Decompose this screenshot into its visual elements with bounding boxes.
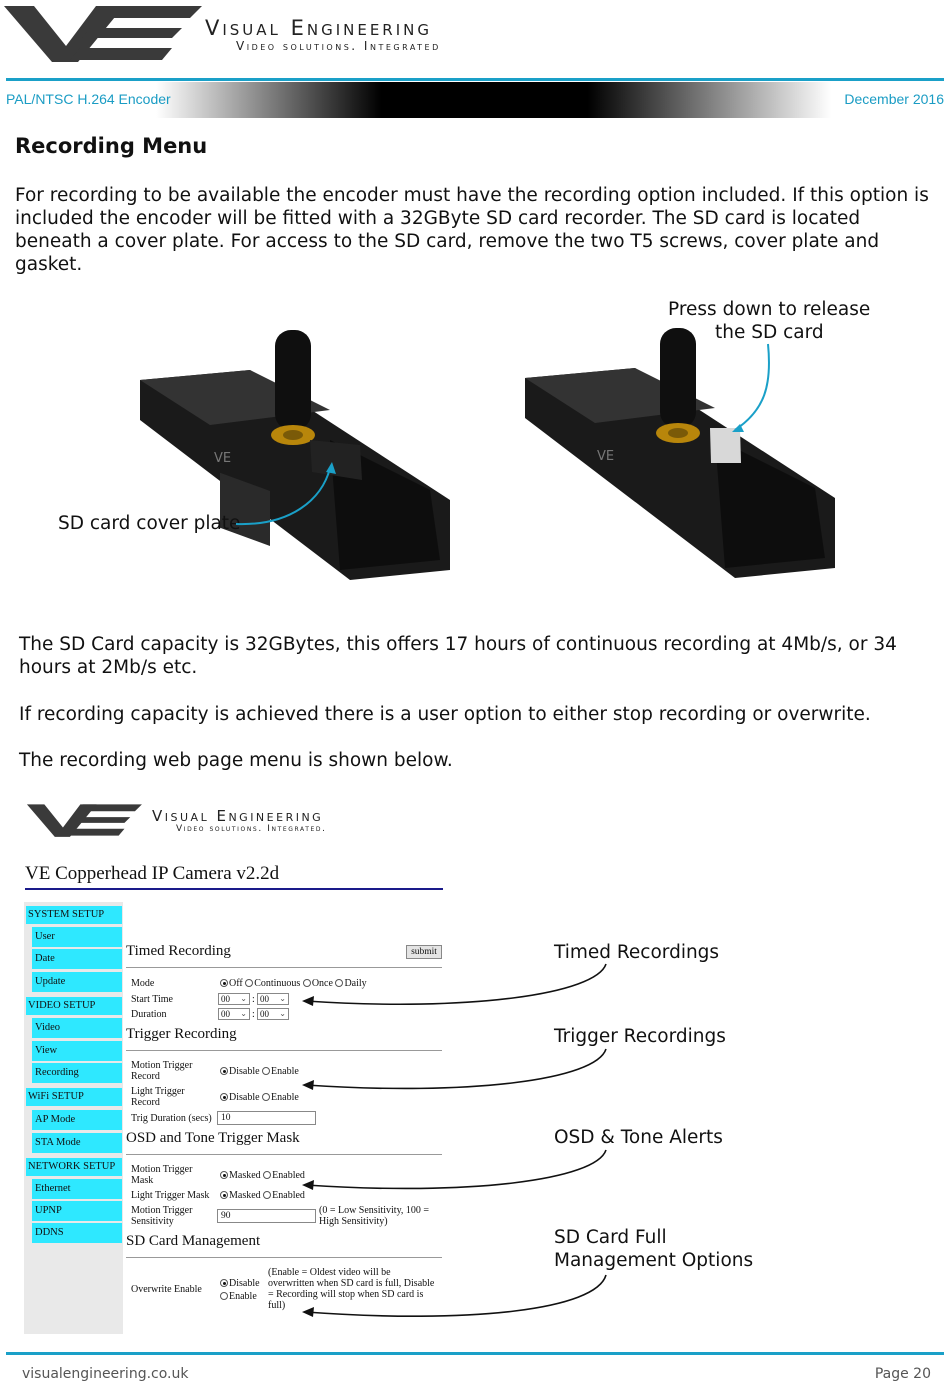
callout-cover-plate: SD card cover plate: [58, 513, 241, 534]
page-heading: Recording Menu: [15, 134, 208, 158]
start-minute-value: 00: [260, 994, 269, 1004]
callout-release-line2: the SD card: [715, 322, 824, 343]
doc-title: PAL/NTSC H.264 Encoder: [6, 91, 171, 107]
overwrite-note-line3: = Recording will stop when SD card is: [268, 1289, 424, 1300]
time-colon: :: [252, 994, 255, 1005]
motion-trigger-record-line2: Record: [131, 1071, 160, 1082]
annotation-timed: Timed Recordings: [554, 942, 720, 963]
start-hour-value: 00: [221, 994, 230, 1004]
overwrite-enable-label: Overwrite Enable: [131, 1284, 202, 1295]
motion-trigger-mask-line2: Mask: [131, 1175, 154, 1186]
sidebar-item-user[interactable]: User: [32, 927, 122, 947]
capacity-paragraph: The SD Card capacity is 32GBytes, this offers 17 hours of continuous recording at 4Mb/s, or 34 hours at 2Mb/s etc.: [19, 634, 897, 678]
sensitivity-note-line2: High Sensitivity): [319, 1216, 388, 1227]
svg-text:VE: VE: [597, 449, 615, 464]
menu-intro-paragraph: The recording web page menu is shown below.: [19, 750, 453, 771]
annotation-trigger: Trigger Recordings: [554, 1026, 726, 1047]
sidebar-section-wifi-setup[interactable]: WiFi SETUP: [26, 1088, 122, 1106]
motion-trigger-record-line1: Motion Trigger: [131, 1060, 193, 1071]
trig-duration-input[interactable]: 10: [217, 1111, 316, 1125]
overwrite-note-line4: full): [268, 1300, 286, 1311]
doc-date: December 2016: [844, 91, 944, 107]
light-trigger-mask-label: Light Trigger Mask: [131, 1190, 210, 1201]
sidebar-item-ddns[interactable]: DDNS: [32, 1223, 122, 1243]
mode-daily-label: Daily: [344, 978, 367, 989]
light-enabled-label: Enabled: [272, 1190, 305, 1201]
brand-tagline: Video solutions. Integrated: [236, 39, 441, 53]
sidebar-section-video-setup[interactable]: VIDEO SETUP: [26, 997, 122, 1015]
chevron-down-icon: ⌄: [240, 994, 247, 1003]
sidebar-item-ap-mode[interactable]: AP Mode: [32, 1110, 122, 1130]
timed-recording-title: Timed Recording: [126, 943, 231, 959]
annotation-osd: OSD & Tone Alerts: [554, 1127, 723, 1148]
submit-button[interactable]: submit: [406, 945, 442, 959]
sensitivity-label-line2: Sensitivity: [131, 1216, 174, 1227]
overwrite-enable-option-label: Enable: [229, 1291, 257, 1302]
time-colon: :: [252, 1009, 255, 1020]
brand-name: Visual Engineering: [205, 16, 432, 40]
mode-once-label: Once: [311, 978, 333, 989]
overwrite-note-line1: (Enable = Oldest video will be: [268, 1267, 391, 1278]
trig-duration-label: Trig Duration (secs): [131, 1113, 212, 1124]
motion-enable-label: Enable: [271, 1066, 299, 1077]
sensitivity-label-line1: Motion Trigger: [131, 1205, 193, 1216]
webui-ve-logo: [24, 802, 146, 838]
svg-text:VE: VE: [214, 451, 232, 466]
annotation-arrows: [0, 900, 950, 1340]
overwrite-paragraph: If recording capacity is achieved there is a user option to either stop recording or overwrite.: [19, 704, 871, 725]
sidebar-item-ethernet[interactable]: Ethernet: [32, 1179, 122, 1199]
footer-website: visualengineering.co.uk: [22, 1366, 189, 1382]
motion-enabled-label: Enabled: [272, 1170, 305, 1181]
light-trigger-record-line1: Light Trigger: [131, 1086, 185, 1097]
callout-release-line1: Press down to release: [668, 299, 871, 320]
sidebar-item-update[interactable]: Update: [32, 972, 122, 992]
sidebar-item-date[interactable]: Date: [32, 949, 122, 969]
sidebar-item-view[interactable]: View: [32, 1041, 122, 1061]
callout-lines: [0, 0, 950, 600]
chevron-down-icon: ⌄: [279, 1009, 286, 1018]
webui-brand-name: Visual Engineering: [152, 807, 324, 825]
motion-trigger-mask-line1: Motion Trigger: [131, 1164, 193, 1175]
light-trigger-record-line2: Record: [131, 1097, 160, 1108]
mode-continuous-label: Continuous: [254, 978, 301, 989]
sidebar-item-upnp[interactable]: UPNP: [32, 1201, 122, 1221]
annotation-sd-line1: SD Card Full: [554, 1227, 667, 1248]
chevron-down-icon: ⌄: [240, 1009, 247, 1018]
duration-hour-value: 00: [221, 1009, 230, 1019]
intro-paragraph: For recording to be available the encoder must have the recording option included. If this option is included the encoder will be fitted with a 32GByte SD card recorder. The SD card is located beneath a cover plate. For access to the SD card, remove the two T5 screws, cover plate and gasket.: [15, 185, 929, 275]
sensitivity-note-line1: (0 = Low Sensitivity, 100 =: [319, 1205, 430, 1216]
webui-brand-tagline: Video solutions. Integrated.: [176, 824, 327, 834]
annotation-sd-line2: Management Options: [554, 1250, 754, 1271]
trigger-recording-title: Trigger Recording: [126, 1026, 237, 1042]
duration-label: Duration: [131, 1009, 167, 1020]
footer-page-number: Page 20: [874, 1366, 931, 1382]
sidebar-section-system-setup[interactable]: SYSTEM SETUP: [26, 906, 122, 924]
sidebar-item-sta-mode[interactable]: STA Mode: [32, 1133, 122, 1153]
sidebar-item-recording[interactable]: Recording: [32, 1063, 122, 1083]
light-disable-label: Disable: [229, 1092, 260, 1103]
mode-off-label: Off: [229, 978, 243, 989]
sidebar-item-video[interactable]: Video: [32, 1018, 122, 1038]
sensitivity-input[interactable]: 90: [217, 1209, 316, 1223]
webui-title: VE Copperhead IP Camera v2.2d: [25, 863, 280, 884]
motion-masked-label: Masked: [229, 1170, 261, 1181]
osd-mask-title: OSD and Tone Trigger Mask: [126, 1130, 300, 1146]
duration-minute-value: 00: [260, 1009, 269, 1019]
footer-rule: [6, 1352, 944, 1355]
webui-title-rule: [25, 888, 443, 890]
light-masked-label: Masked: [229, 1190, 261, 1201]
light-enable-label: Enable: [271, 1092, 299, 1103]
start-time-label: Start Time: [131, 994, 173, 1005]
sidebar-section-network-setup[interactable]: NETWORK SETUP: [26, 1158, 122, 1176]
sd-management-title: SD Card Management: [126, 1233, 261, 1249]
motion-disable-label: Disable: [229, 1066, 260, 1077]
chevron-down-icon: ⌄: [279, 994, 286, 1003]
overwrite-note-line2: overwritten when SD card is full, Disable: [268, 1278, 435, 1289]
overwrite-disable-label: Disable: [229, 1278, 260, 1289]
mode-label: Mode: [131, 978, 155, 989]
